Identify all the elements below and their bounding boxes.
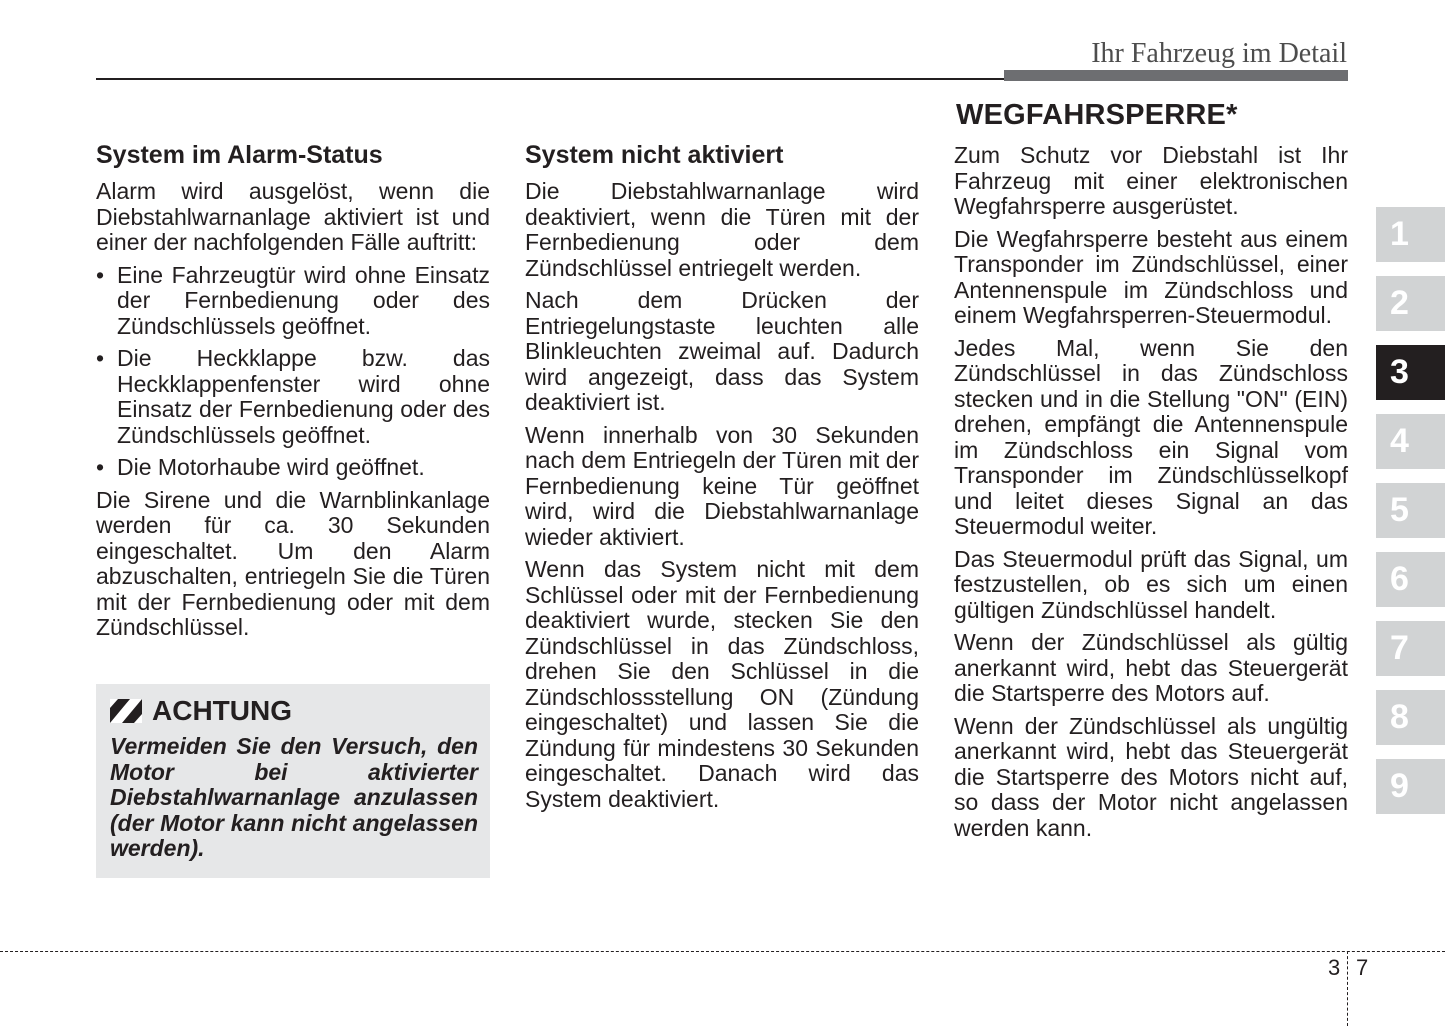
caution-title: ACHTUNG (152, 695, 292, 726)
chapter-tab-1[interactable]: 1 (1376, 207, 1445, 262)
caution-icon (110, 699, 142, 723)
list-item: • Eine Fahrzeugtür wird ohne Einsatz der Fernbedienung oder des Zündschlüssels geöffnet. (96, 263, 490, 340)
alarm-trigger-list (96, 263, 490, 481)
chapter-tab-8[interactable]: 8 (1376, 690, 1445, 745)
list-item: • Die Motorhaube wird geöffnet. (96, 455, 490, 481)
list-item: • Die Heckklappe bzw. das Heckklappenfenster wird ohne Einsatz der Fernbedienung oder des Zündschlüssels geöffnet. (96, 346, 490, 448)
paragraph: Wenn der Zündschlüssel als gültig anerkannt wird, hebt das Steuergerät die Startsperre des Motors auf. (954, 629, 1348, 706)
paragraph: Wenn das System nicht mit dem Schlüssel oder mit der Fernbedienung deaktiviert wurde, stecken Sie den Zündschlüssel in das Zündschloss, drehen Sie den Schlüssel in die Zündschlossstellung ON (Zündung eingeschaltet) und lassen Sie die Zündung für mindestens 30 Sekunden eingeschaltet. Danach wird das System deaktiviert. (525, 556, 919, 812)
alarm-intro: Alarm wird ausgelöst, wenn die Diebstahlwarnanlage aktiviert ist und einer der nachfolgenden Fälle auftritt: (96, 178, 490, 255)
right-column (954, 143, 1348, 848)
footer-divider (0, 951, 1445, 952)
section-heading-immobilizer: WEGFAHRSPERRE* (956, 99, 1238, 131)
middle-column (525, 140, 919, 819)
caution-text: Vermeiden Sie den Versuch, den Motor bei aktivierter Diebstahlwarnanlage anzulassen (der Motor kann nicht angelassen werden). (110, 733, 478, 861)
running-header-title: Ihr Fahrzeug im Detail (1091, 38, 1347, 69)
page-number: 7 (1356, 955, 1369, 980)
paragraph: Die Diebstahlwarnanlage wird deaktiviert, wenn die Türen mit der Fernbedienung oder dem Zündschlüssel entriegelt werden. (525, 178, 919, 281)
paragraph: Wenn innerhalb von 30 Sekunden nach dem Entriegeln der Türen mit der Fernbedienung keine Tür geöffnet wird, wird die Diebstahlwarnanlage wieder aktiviert. (525, 421, 919, 550)
chapter-tabs (1376, 207, 1445, 828)
page-chapter-number: 3 (1328, 955, 1341, 980)
caution-header (110, 694, 478, 728)
header-accent-bar (1004, 70, 1348, 81)
section-heading-alarm-status: System im Alarm-Status (96, 141, 383, 169)
left-column (96, 140, 490, 648)
chapter-tab-7[interactable]: 7 (1376, 621, 1445, 676)
chapter-tab-6[interactable]: 6 (1376, 552, 1445, 607)
paragraph: Wenn der Zündschlüssel als ungültig anerkannt wird, hebt das Steuergerät die Startsperre des Motors nicht auf, so dass der Motor nicht angelassen werden kann. (954, 712, 1348, 841)
chapter-tab-5[interactable]: 5 (1376, 483, 1445, 538)
page-number-separator (1347, 951, 1348, 1026)
caution-box (96, 684, 490, 878)
chapter-tab-3[interactable]: 3 (1376, 345, 1445, 400)
paragraph: Jedes Mal, wenn Sie den Zündschlüssel in das Zündschloss stecken und in die Stellung "ON" (EIN) drehen, empfängt die Antennenspule im Zündschloss ein Signal vom Transponder im Zündschlüsselkopf und leitet dieses Signal an das Steuermodul weiter. (954, 334, 1348, 539)
paragraph: Das Steuermodul prüft das Signal, um festzustellen, ob es sich um einen gültigen Zündschlüssel handelt. (954, 545, 1348, 623)
paragraph: Die Wegfahrsperre besteht aus einem Transponder im Zündschlüssel, einer Antennenspule im Zündschloss und einem Wegfahrsperren-Steuermodul. (954, 225, 1348, 328)
paragraph: Nach dem Drücken der Entriegelungstaste leuchten alle Blinkleuchten zweimal auf. Dadurch wird angezeigt, dass das System deaktiviert ist. (525, 287, 919, 415)
chapter-tab-2[interactable]: 2 (1376, 276, 1445, 331)
alarm-outro: Die Sirene und die Warnblinkanlage werden für ca. 30 Sekunden eingeschaltet. Um den Alarm abzuschalten, entriegeln Sie die Türen mit der Fernbedienung oder mit dem Zündschlüssel. (96, 486, 490, 640)
chapter-tab-9[interactable]: 9 (1376, 759, 1445, 814)
chapter-tab-4[interactable]: 4 (1376, 414, 1445, 469)
section-heading-not-activated: System nicht aktiviert (525, 141, 784, 169)
paragraph: Zum Schutz vor Diebstahl ist Ihr Fahrzeug mit einer elektronischen Wegfahrsperre ausgerüstet. (954, 142, 1348, 219)
